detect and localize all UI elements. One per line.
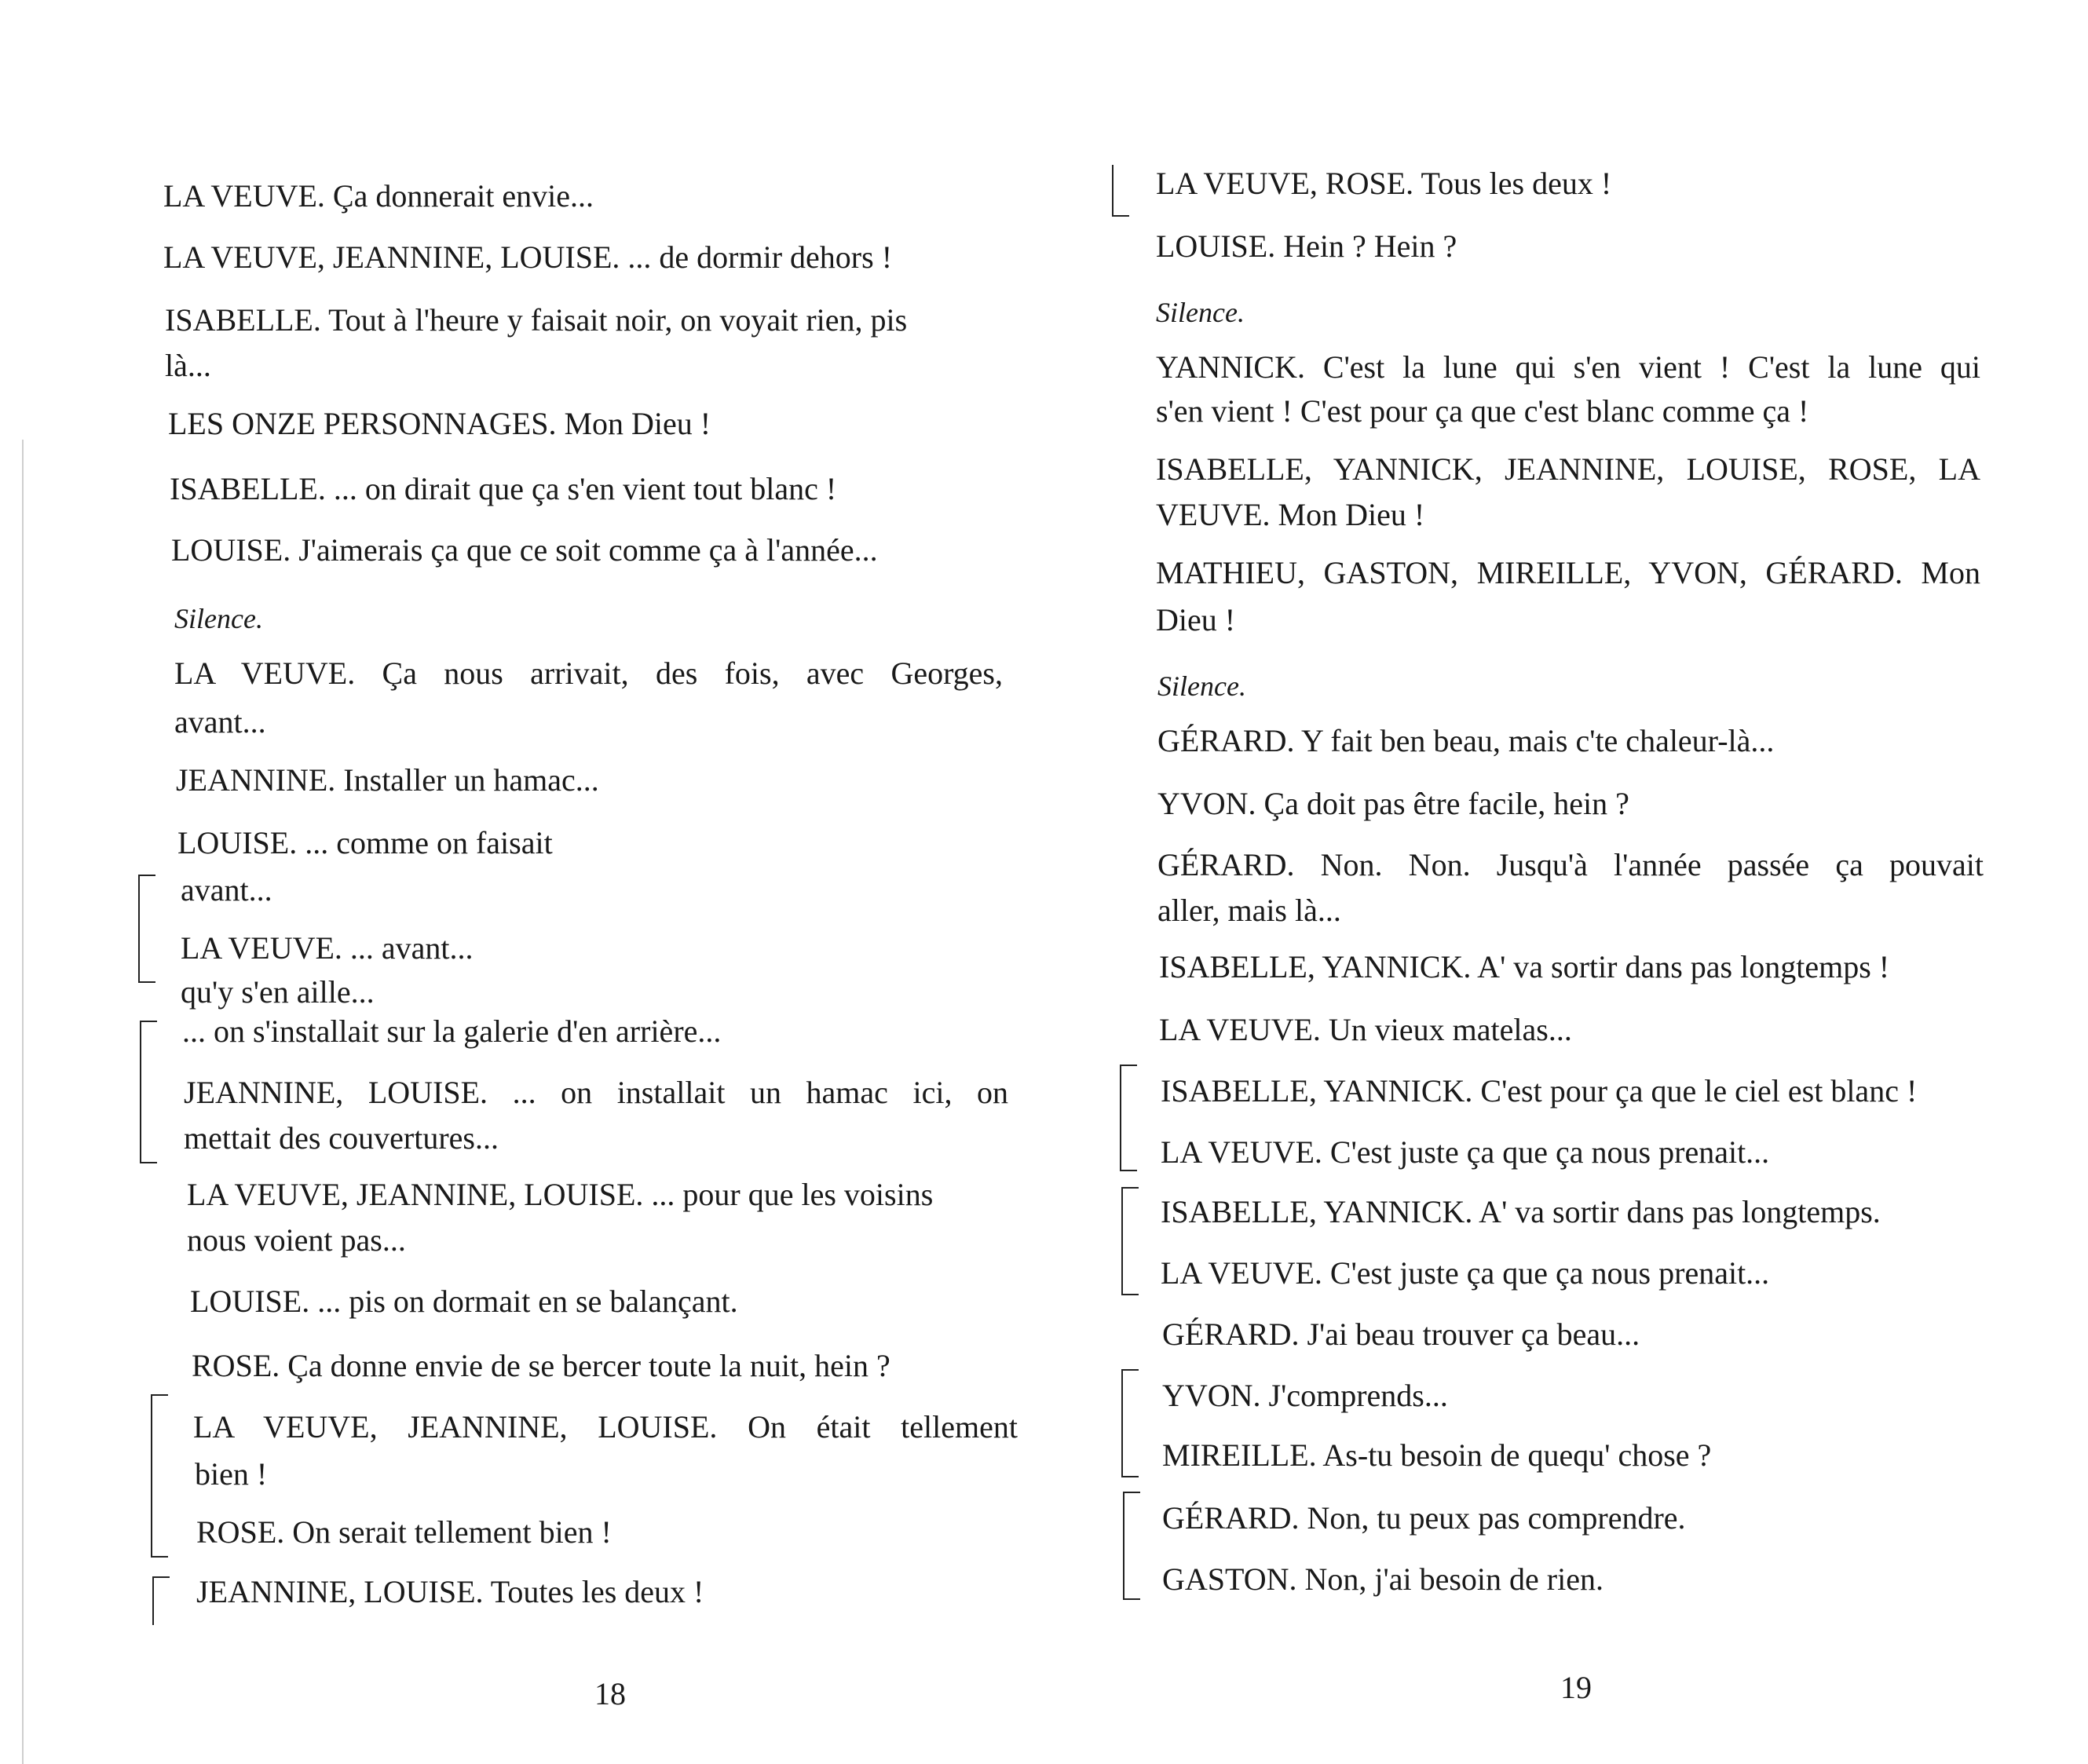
simultaneous-speech-bracket [1120,1065,1137,1171]
dialogue-line: ROSE. On serait tellement bien ! [196,1514,612,1550]
dialogue-line: ISABELLE, YANNICK, JEANNINE, LOUISE, ROSE, LA [1156,451,1980,487]
dialogue-line: LA VEUVE, JEANNINE, LOUISE. On était tellement [193,1409,1018,1444]
simultaneous-speech-bracket [1121,1369,1139,1477]
dialogue-line: LOUISE. ... pis on dormait en se balançant. [190,1284,738,1319]
dialogue-line: LA VEUVE, JEANNINE, LOUISE. ... pour que les voisins [187,1177,934,1212]
dialogue-line: ISABELLE. Tout à l'heure y faisait noir, on voyait rien, pis [165,302,908,338]
dialogue-line: ISABELLE, YANNICK. C'est pour ça que le ciel est blanc ! [1161,1073,1918,1108]
dialogue-line: LA VEUVE. Ça nous arrivait, des fois, avec Georges, [174,656,1003,691]
dialogue-line: bien ! [195,1456,268,1492]
dialogue-line: s'en vient ! C'est pour ça que c'est blanc comme ça ! [1156,393,1809,429]
dialogue-line: LOUISE. ... comme on faisait [177,825,553,860]
simultaneous-speech-bracket [152,1576,170,1625]
dialogue-line: LA VEUVE, ROSE. Tous les deux ! [1156,166,1612,201]
dialogue-line: GÉRARD. J'ai beau trouver ça beau... [1162,1317,1640,1352]
dialogue-line: aller, mais là... [1157,893,1341,928]
simultaneous-speech-bracket [1123,1492,1140,1600]
dialogue-line: LOUISE. J'aimerais ça que ce soit comme ça à l'année... [171,532,878,568]
dialogue-line: GASTON. Non, j'ai besoin de rien. [1162,1561,1603,1597]
dialogue-line: avant... [174,704,266,740]
dialogue-line: GÉRARD. Y fait ben beau, mais c'te chaleur-là... [1157,723,1775,758]
dialogue-line: ROSE. Ça donne envie de se bercer toute la nuit, hein ? [192,1348,890,1383]
page-number: 19 [1560,1670,1592,1705]
dialogue-line: mettait des couvertures... [184,1120,499,1156]
dialogue-line: YANNICK. C'est la lune qui s'en vient ! C'est la lune qui [1156,349,1980,385]
simultaneous-speech-bracket [138,875,155,983]
simultaneous-speech-bracket [151,1394,168,1558]
page-number: 18 [594,1676,626,1711]
dialogue-line: là... [165,348,211,383]
dialogue-line: GÉRARD. Non. Non. Jusqu'à l'année passée ça pouvait [1157,847,1984,882]
dialogue-line: LA VEUVE, JEANNINE, LOUISE. ... de dormir dehors ! [163,239,893,275]
stage-direction: Silence. [174,603,263,634]
dialogue-line: ISABELLE, YANNICK. A' va sortir dans pas longtemps ! [1159,949,1890,984]
dialogue-line: LA VEUVE. C'est juste ça que ça nous prenait... [1161,1255,1770,1291]
dialogue-line: ... on s'installait sur la galerie d'en arrière... [182,1013,722,1049]
dialogue-line: VEUVE. Mon Dieu ! [1156,497,1425,532]
simultaneous-speech-bracket [1121,1187,1139,1295]
dialogue-line: JEANNINE, LOUISE. Toutes les deux ! [196,1574,704,1609]
dialogue-line: LOUISE. Hein ? Hein ? [1156,228,1457,264]
dialogue-line: Dieu ! [1156,602,1236,637]
dialogue-line: YVON. Ça doit pas être facile, hein ? [1157,786,1629,821]
dialogue-line: YVON. J'comprends... [1162,1378,1448,1413]
dialogue-line: JEANNINE. Installer un hamac... [176,762,599,798]
stage-direction: Silence. [1157,670,1246,702]
dialogue-line: MATHIEU, GASTON, MIREILLE, YVON, GÉRARD. Mon [1156,555,1980,590]
simultaneous-speech-bracket [140,1021,157,1163]
book-spine-shadow [22,440,24,1764]
dialogue-line: LES ONZE PERSONNAGES. Mon Dieu ! [168,406,711,441]
dialogue-line: LA VEUVE. Un vieux matelas... [1159,1012,1572,1047]
dialogue-line: JEANNINE, LOUISE. ... on installait un hamac ici, on [184,1075,1008,1110]
dialogue-line: GÉRARD. Non, tu peux pas comprendre. [1162,1500,1686,1536]
dialogue-line: LA VEUVE. Ça donnerait envie... [163,178,594,214]
dialogue-line: avant... [181,872,272,908]
dialogue-line: nous voient pas... [187,1222,406,1258]
dialogue-line: LA VEUVE. C'est juste ça que ça nous prenait... [1161,1134,1770,1170]
dialogue-line: ISABELLE. ... on dirait que ça s'en vient tout blanc ! [170,471,837,506]
simultaneous-speech-bracket [1112,165,1129,217]
dialogue-line: LA VEUVE. ... avant... [181,930,474,966]
stage-direction: Silence. [1156,297,1245,328]
dialogue-line: ISABELLE, YANNICK. A' va sortir dans pas longtemps. [1161,1194,1881,1229]
dialogue-line: qu'y s'en aille... [181,974,375,1010]
dialogue-line: MIREILLE. As-tu besoin de quequ' chose ? [1162,1437,1712,1473]
